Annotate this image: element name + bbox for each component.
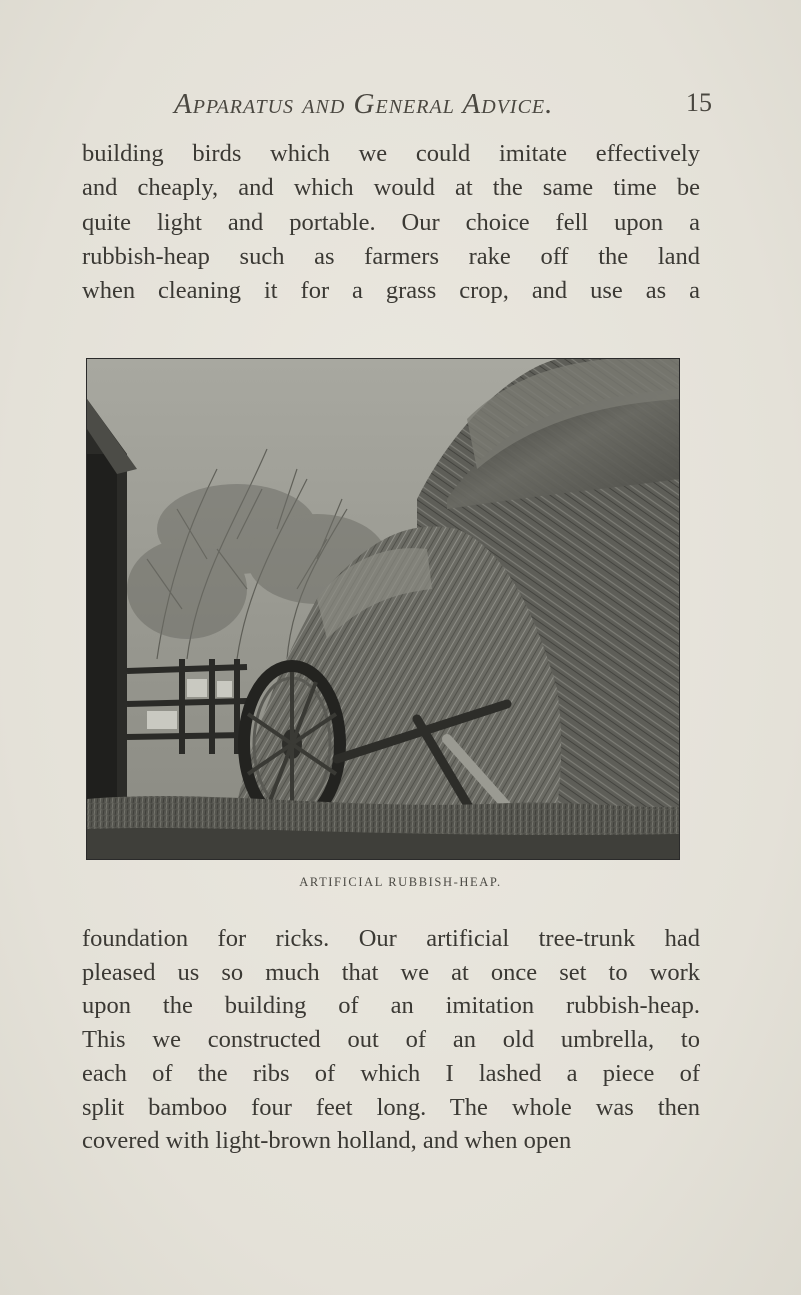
running-title: Apparatus and General Advice. <box>174 88 554 120</box>
paragraph-bottom <box>82 922 700 1158</box>
figure-caption: ARTIFICIAL RUBBISH-HEAP. <box>299 875 502 889</box>
page-number: 15 <box>686 88 712 117</box>
text-line: split bamboo four feet long. The whole was then <box>82 1093 700 1121</box>
text-line: pleased us so much that we at once set to work <box>82 958 700 986</box>
text-line: each of the ribs of which I lashed a piece of <box>82 1059 700 1087</box>
text-line: rubbish-heap such as farmers rake off the land <box>82 242 700 270</box>
text-line: upon the building of an imitation rubbish-heap. <box>82 992 700 1020</box>
photo-plate <box>86 358 680 860</box>
text-line: and cheaply, and which would at the same time be <box>82 174 700 202</box>
text-line: foundation for ricks. Our artificial tree-trunk had <box>82 925 700 952</box>
text-line: covered with light-brown holland, and when open <box>82 1127 572 1155</box>
text-line: This we constructed out of an old umbrella, to <box>82 1026 700 1054</box>
text-line: building birds which we could imitate effectively <box>82 140 700 167</box>
text-line: quite light and portable. Our choice fell upon a <box>82 208 700 236</box>
running-head <box>82 88 712 128</box>
text-line: when cleaning it for a grass crop, and use as a <box>82 277 700 305</box>
paragraph-top <box>82 137 700 308</box>
rubbish-heap-photo <box>87 359 679 859</box>
